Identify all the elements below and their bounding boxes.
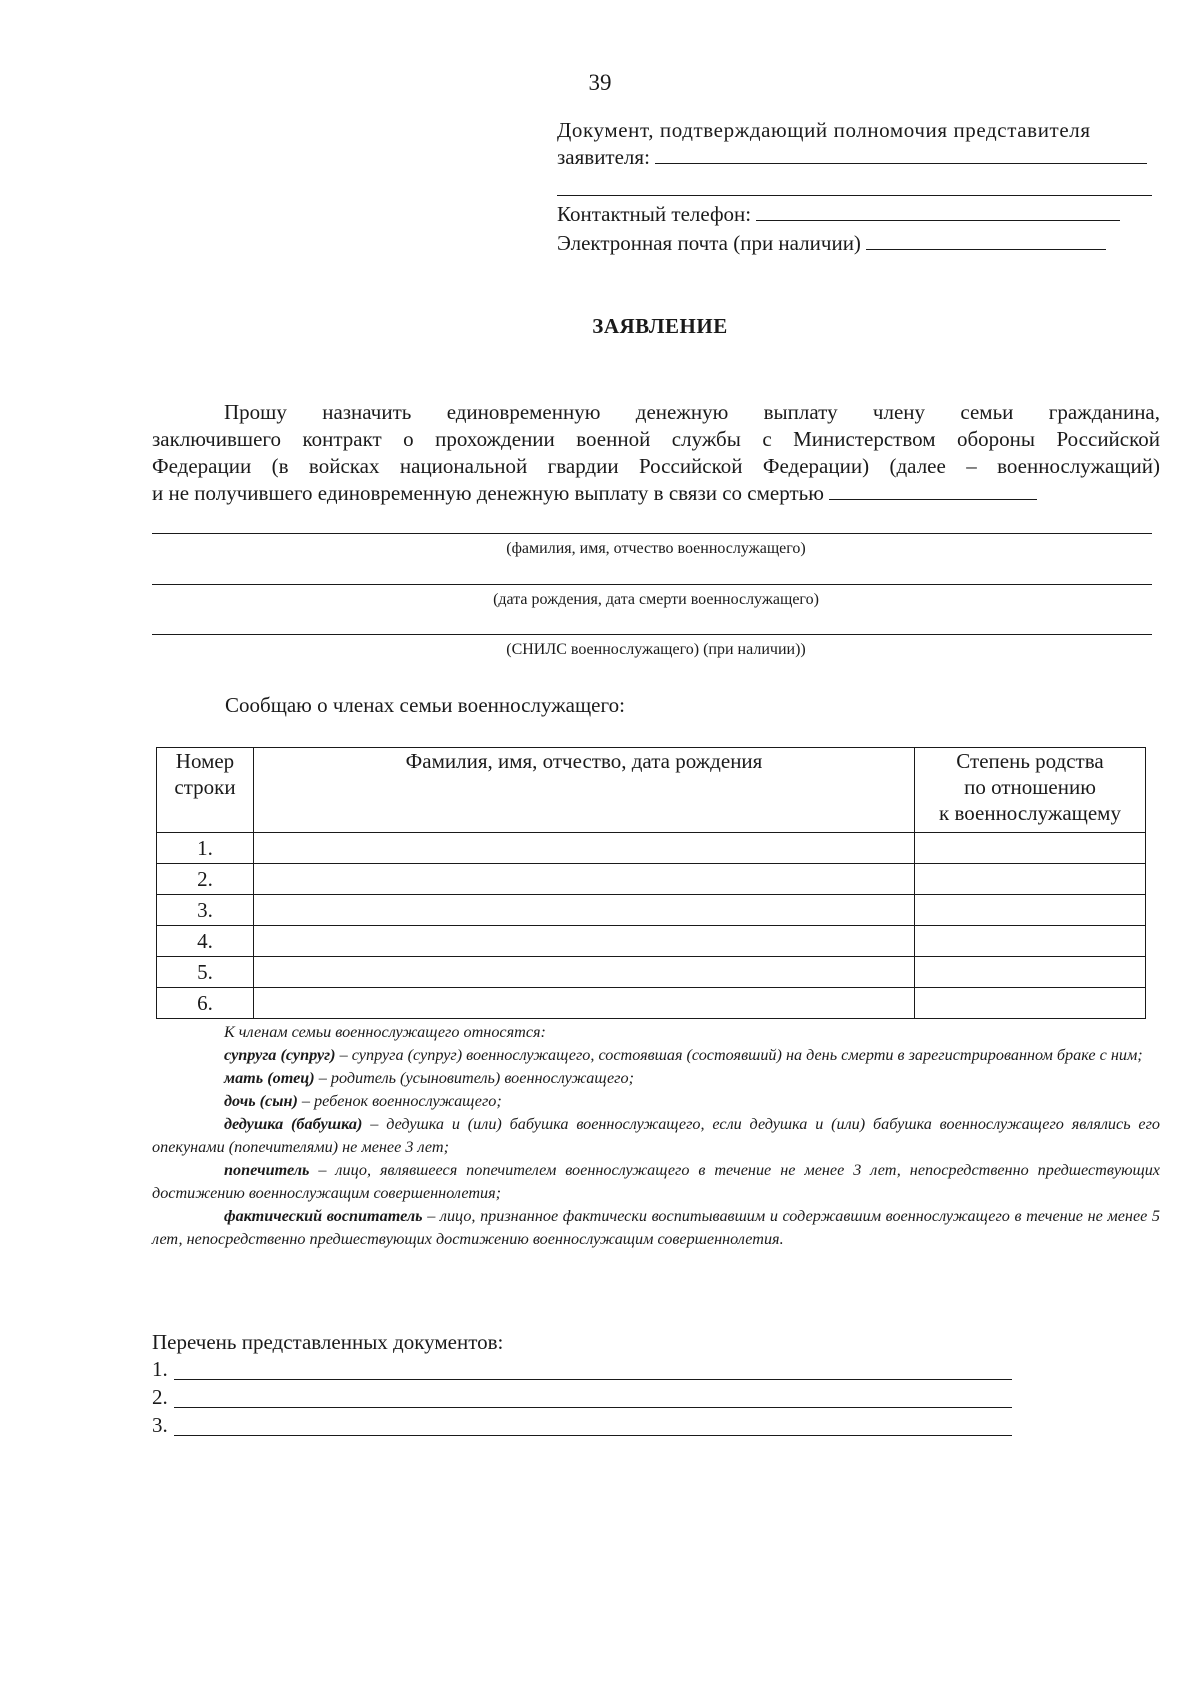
note-child xyxy=(152,1090,1160,1113)
document-item[interactable] xyxy=(152,1385,1012,1413)
row-relation-cell[interactable] xyxy=(915,864,1146,895)
note-trustee-definition: – лицо, являвшееся попечителем военнослужащего в течение не менее 3 лет, непосредственно предшествующих достижению военнослужащим совершеннолетия; xyxy=(152,1161,1160,1202)
family-members-table xyxy=(156,747,1146,1019)
rep-document-label-text: Документ, подтверждающий полномочия представителя xyxy=(557,118,1091,142)
fio-caption: (фамилия, имя, отчество военнослужащего) xyxy=(506,540,806,557)
row-relation-cell[interactable] xyxy=(915,988,1146,1019)
note-spouse-definition: – супруга (супруг) военнослужащего, состоявшая (состоявший) на день смерти в зарегистрированном браке с ним; xyxy=(335,1046,1143,1064)
document-item[interactable] xyxy=(152,1413,1012,1441)
header-relation-line-2: по отношению xyxy=(964,775,1096,799)
body-line-4[interactable] xyxy=(152,480,1160,506)
rep-document-label xyxy=(557,117,1160,143)
note-grandparent xyxy=(152,1113,1160,1159)
rep-document-field[interactable] xyxy=(557,144,1160,170)
row-fio-cell[interactable] xyxy=(254,864,915,895)
rep-document-label-continued: заявителя: xyxy=(557,145,650,169)
dates-input-line[interactable] xyxy=(152,584,1152,585)
note-guardian-term: фактический воспитатель xyxy=(224,1207,423,1225)
document-item-input-line[interactable] xyxy=(174,1435,1012,1436)
row-number: 3. xyxy=(157,895,254,926)
note-trustee-term: попечитель xyxy=(224,1161,310,1179)
row-relation-cell[interactable] xyxy=(915,926,1146,957)
row-number: 4. xyxy=(157,926,254,957)
header-relation-line-3: к военнослужащему xyxy=(939,801,1121,825)
row-relation-cell[interactable] xyxy=(915,833,1146,864)
document-title: ЗАЯВЛЕНИЕ xyxy=(592,314,728,338)
note-parent-definition: – родитель (усыновитель) военнослужащего; xyxy=(314,1069,634,1087)
snils-input-line[interactable] xyxy=(152,634,1152,635)
body-line-2: заключившего контракт о прохождении военной службы с Министерством обороны Российской xyxy=(152,427,1160,451)
table-header-row xyxy=(157,748,1146,833)
note-spouse-term: супруга (супруг) xyxy=(224,1046,336,1064)
header-number-text: Номер строки xyxy=(174,749,236,799)
table-row xyxy=(157,864,1146,895)
note-spouse xyxy=(152,1044,1160,1067)
family-intro: Сообщаю о членах семьи военнослужащего: xyxy=(225,693,625,717)
rep-document-input-line[interactable] xyxy=(655,145,1147,164)
note-child-definition: – ребенок военнослужащего; xyxy=(297,1092,502,1110)
document-item-number: 2. xyxy=(152,1385,168,1409)
note-grandparent-definition: – дедушка и (или) бабушка военнослужащего, если дедушка и (или) бабушка военнослужащего являлись его опекунами (попечителями) не менее 3 лет; xyxy=(152,1115,1160,1156)
header-number xyxy=(157,748,254,833)
family-definitions-notes xyxy=(152,1021,1160,1251)
header-relation-line-1: Степень родства xyxy=(956,749,1104,773)
table-row xyxy=(157,988,1146,1019)
phone-field[interactable] xyxy=(557,201,1160,227)
note-child-term: дочь (сын) xyxy=(224,1092,298,1110)
row-number: 6. xyxy=(157,988,254,1019)
documents-title: Перечень представленных документов: xyxy=(152,1330,504,1354)
note-parent-term: мать (отец) xyxy=(224,1069,315,1087)
table-row xyxy=(157,833,1146,864)
row-number: 1. xyxy=(157,833,254,864)
body-line-3: Федерации (в войсках национальной гвардии Российской Федерации) (далее – военнослужащий) xyxy=(152,454,1160,478)
note-guardian-definition: – лицо, признанное фактически воспитывавшим и содержавшим военнослужащего в течение не менее 5 лет, непосредственно предшествующих достижению военнослужащим совершеннолетия. xyxy=(152,1207,1161,1248)
table-row xyxy=(157,895,1146,926)
phone-label: Контактный телефон: xyxy=(557,202,752,226)
row-relation-cell[interactable] xyxy=(915,957,1146,988)
row-number: 2. xyxy=(157,864,254,895)
note-trustee xyxy=(152,1159,1160,1205)
row-fio-cell[interactable] xyxy=(254,926,915,957)
row-fio-cell[interactable] xyxy=(254,895,915,926)
rep-document-extra-line[interactable] xyxy=(557,195,1152,196)
death-cause-input-line[interactable] xyxy=(829,481,1037,500)
page-number: 39 xyxy=(588,70,612,95)
row-fio-cell[interactable] xyxy=(254,957,915,988)
fio-input-line[interactable] xyxy=(152,533,1152,534)
header-relation xyxy=(915,748,1146,833)
note-grandparent-term: дедушка (бабушка) xyxy=(224,1115,363,1133)
email-field[interactable] xyxy=(557,230,1160,256)
document-item-input-line[interactable] xyxy=(174,1407,1012,1408)
row-fio-cell[interactable] xyxy=(254,988,915,1019)
document-item-input-line[interactable] xyxy=(174,1379,1012,1380)
phone-input-line[interactable] xyxy=(756,202,1120,221)
document-item-number: 3. xyxy=(152,1413,168,1437)
email-label: Электронная почта (при наличии) xyxy=(557,231,861,255)
body-line-4-text: и не получившего единовременную денежную выплату в связи со смертью xyxy=(152,481,824,505)
document-item-number: 1. xyxy=(152,1357,168,1381)
row-fio-cell[interactable] xyxy=(254,833,915,864)
row-number: 5. xyxy=(157,957,254,988)
email-input-line[interactable] xyxy=(866,231,1106,250)
row-relation-cell[interactable] xyxy=(915,895,1146,926)
snils-caption: (СНИЛС военнослужащего) (при наличии)) xyxy=(506,641,806,658)
table-row xyxy=(157,926,1146,957)
notes-intro: К членам семьи военнослужащего относятся: xyxy=(224,1023,546,1041)
document-item[interactable] xyxy=(152,1357,1012,1385)
dates-caption: (дата рождения, дата смерти военнослужащего) xyxy=(493,591,819,608)
note-parent xyxy=(152,1067,1160,1090)
body-line-1: Прошу назначить единовременную денежную выплату члену семьи гражданина, xyxy=(224,400,1160,424)
header-fio: Фамилия, имя, отчество, дата рождения xyxy=(254,748,915,833)
table-row xyxy=(157,957,1146,988)
note-guardian xyxy=(152,1205,1160,1251)
